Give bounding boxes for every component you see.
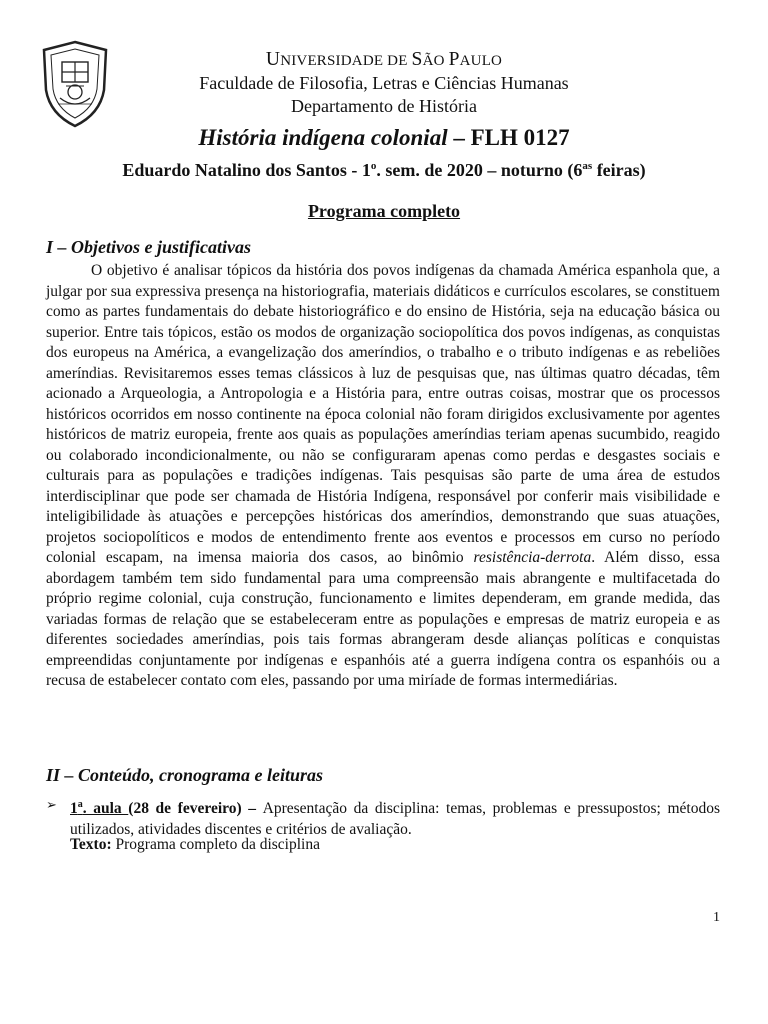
- course-title: História indígena colonial – FLH 0127: [198, 125, 570, 150]
- university-name: UNIVERSIDADE DE SÃO PAULO: [265, 49, 503, 70]
- professor-line: Eduardo Natalino dos Santos - 1$^o$. sem. de 2020 – noturno ($6^{as}$ feiras): [122, 160, 646, 180]
- department-name: Departamento de História: [291, 96, 477, 116]
- lesson-date: (28 de fevereiro): [128, 800, 242, 818]
- lesson-number: 1$^a$. aula: [70, 799, 129, 818]
- page-number: 1: [713, 910, 720, 925]
- program-title: Programa completo: [307, 201, 461, 221]
- lesson-description: Apresentação da disciplina: temas, problemas e pressupostos; métodos utilizados, atividades discentes e critérios de avaliação.: [70, 800, 720, 838]
- objectives-paragraph: O objetivo é analisar tópicos da história dos povos indígenas da chamada América espanhola que, a julgar por sua expressiva presença na historiografia, materiais didáticos e currículos escolares, se constituem como as partes fundamentais do debate historiográfico e do ensino de História, seja na educação básica ou superior. Entre tais tópicos, estão os modos de organização sociopolítica dos povos indígenas, as conquistas dos europeus na América, a evangelização dos ameríndios, o trabalho e o tributo indígenas e as rebeliões ameríndias. Revisitaremos esses temas clássicos à luz de pesquisas que, nas últimas quatro décadas, têm acionado a Arqueologia, a Antropologia e a História para, entre outras coisas, mostrar que os processos históricos ocorridos em nosso continente na época colonial não foram dirigidos exclusivamente por agentes históricos de matriz europeia, frente aos quais as populações ameríndias teriam apenas sucumbido, reagido ou colaborado incondicionalmente, ou não se configuraram apenas como perdas e desgastes sociais e culturais para as populações e tradições indígenas. Tais pesquisas são parte de uma área de estudos interdisciplinar que pode ser chamada de História Indígena, responsável por conferir mais visibilidade e inteligibilidade às atuações e percepções históricas dos ameríndios, demonstrando que suas atuações, projetos sociopolíticos e modos de entendimento frente aos eventos e processos em curso no período colonial escapam, na imensa maioria dos casos, ao binômio resistência-derrota. Além disso, essa abordagem também tem sido fundamental para uma compreensão mais abrangente e multifacetada do próprio regime colonial, cuja construção, funcionamento e limites dependeram, em grande medida, das variadas formas de relação que se estabeleceram entre as populações e empresas de matriz europeia e as diferentes sociedades ameríndias, pois tais formas abrangeram desde alianças políticas e conquistas empreendidas conjuntamente por indígenas e espanhóis até a guerra indígena contra os espanhóis ou a recusa de estabelecer contato com eles, passando por uma miríade de formas intermediárias.: [46, 262, 720, 689]
- list-item: ➢ 1$^a$. aula (28 de fevereiro) – Apresentação da disciplina: temas, problemas e pressupostos; métodos utilizados, atividades discentes e critérios de avaliação.: [46, 797, 720, 838]
- section-heading-objectives: I – Objetivos e justificativas: [46, 237, 251, 257]
- section-heading-contents: II – Conteúdo, cronograma e leituras: [46, 765, 324, 785]
- lesson-reading: Texto: Programa completo da disciplina: [70, 836, 320, 853]
- faculty-name: Faculdade de Filosofia, Letras e Ciências Humanas: [199, 73, 569, 93]
- arrow-bullet-icon: ➢: [46, 797, 57, 812]
